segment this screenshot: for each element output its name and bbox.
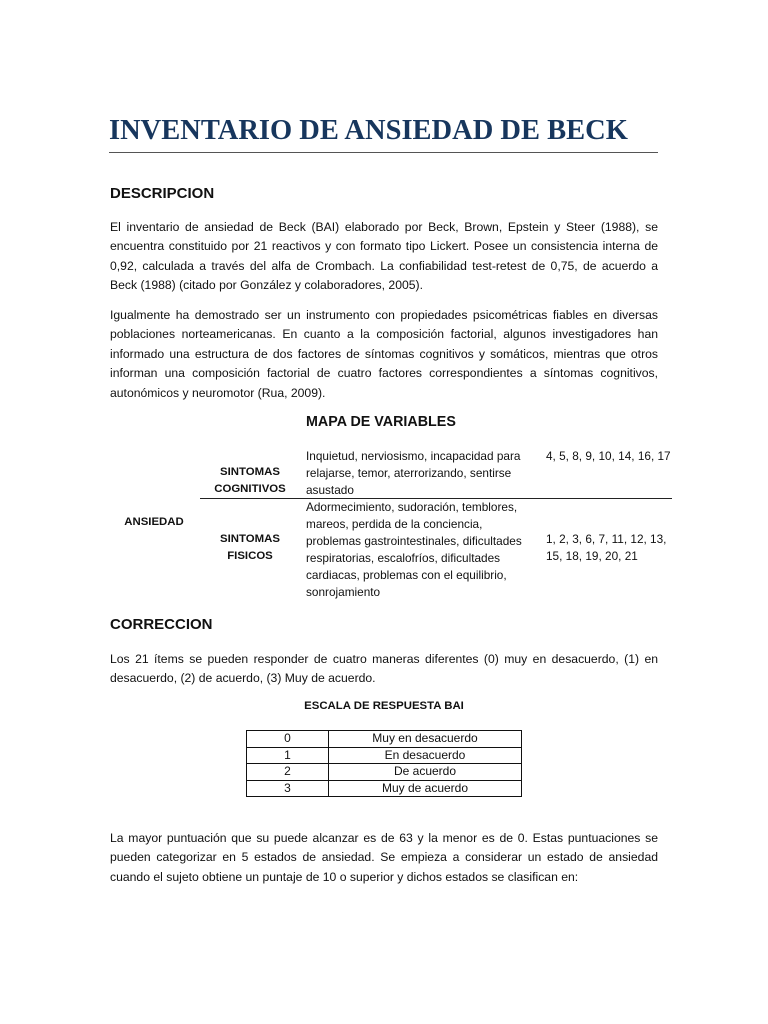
dimension-name-line: COGNITIVOS bbox=[214, 483, 286, 495]
section-heading-descripcion: DESCRIPCION bbox=[110, 185, 215, 202]
scale-title: ESCALA DE RESPUESTA BAI bbox=[304, 700, 464, 712]
dimension-indicators-cognitivos: Inquietud, nerviosismo, incapacidad para relajarse, temor, aterrorizando, sentirse asustado bbox=[306, 449, 521, 497]
scale-label: En desacuerdo bbox=[329, 747, 522, 764]
variable-name: ANSIEDAD bbox=[124, 516, 184, 528]
table-row bbox=[247, 747, 522, 764]
paragraph-descripcion-1: El inventario de ansiedad de Beck (BAI) elaborado por Beck, Brown, Epstein y Steer (1988), se encuentra constituido por 21 reactivos y con formato tipo Lickert. Posee un consistencia interna de 0,92, calculada a través del alfa de Crombach. La confiabilidad test-retest de 0,75, de acuerdo a Beck (1988) (citado por González y colaboradores, 2005). bbox=[110, 220, 658, 293]
dimension-items-cognitivos: 4, 5, 8, 9, 10, 14, 16, 17 bbox=[546, 449, 671, 463]
table-row bbox=[247, 780, 522, 797]
scale-label: De acuerdo bbox=[329, 764, 522, 781]
paragraph-descripcion-2: Igualmente ha demostrado ser un instrumento con propiedades psicométricas fiables en diversas poblaciones norteamericanas. En cuanto a la composición factorial, algunos investigadores han informado una estructura de dos factores de síntomas cognitivos y somáticos, mientras que otros informan una composición factorial de cuatro factores correspondientes a síntomas cognitivos, autonómicos y neuromotor (Rua, 2009). bbox=[110, 308, 658, 400]
dimension-name-cognitivos bbox=[200, 464, 300, 498]
paragraph-closing: La mayor puntuación que su puede alcanzar es de 63 y la menor es de 0. Estas puntuaciones se pueden categorizar en 5 estados de ansiedad. Se empieza a considerar un estado de ansiedad cuando el sujeto obtiene un puntaje de 10 o superior y dichos estados se clasifican en: bbox=[110, 831, 658, 884]
scale-value: 0 bbox=[247, 731, 329, 748]
paragraph-correccion: Los 21 ítems se pueden responder de cuatro maneras diferentes (0) muy en desacuerdo, (1) en desacuerdo, (2) de acuerdo, (3) Muy de acuerdo. bbox=[110, 652, 658, 686]
variables-map-title: MAPA DE VARIABLES bbox=[306, 414, 456, 430]
scale-label: Muy de acuerdo bbox=[329, 780, 522, 797]
dimension-items-fisicos: 1, 2, 3, 6, 7, 11, 12, 13, 15, 18, 19, 20, 21 bbox=[546, 532, 667, 563]
dimension-indicators-fisicos: Adormecimiento, sudoración, temblores, mareos, perdida de la conciencia, problemas gastrointestinales, dificultades respiratorias, escalofríos, dificultades cardiacas, problemas con el equilibrio, sonrojamiento bbox=[306, 500, 522, 599]
section-heading-correccion: CORRECCION bbox=[110, 616, 213, 633]
response-scale-table bbox=[246, 730, 522, 797]
scale-value: 2 bbox=[247, 764, 329, 781]
scale-label: Muy en desacuerdo bbox=[329, 731, 522, 748]
dimension-name-line: SINTOMAS bbox=[220, 533, 280, 545]
dimension-name-fisicos bbox=[200, 531, 300, 565]
dimension-name-line: FISICOS bbox=[227, 550, 273, 562]
table-row bbox=[247, 731, 522, 748]
scale-value: 3 bbox=[247, 780, 329, 797]
scale-value: 1 bbox=[247, 747, 329, 764]
dimension-name-line: SINTOMAS bbox=[220, 466, 280, 478]
table-row bbox=[247, 764, 522, 781]
document-title: INVENTARIO DE ANSIEDAD DE BECK bbox=[109, 112, 658, 153]
